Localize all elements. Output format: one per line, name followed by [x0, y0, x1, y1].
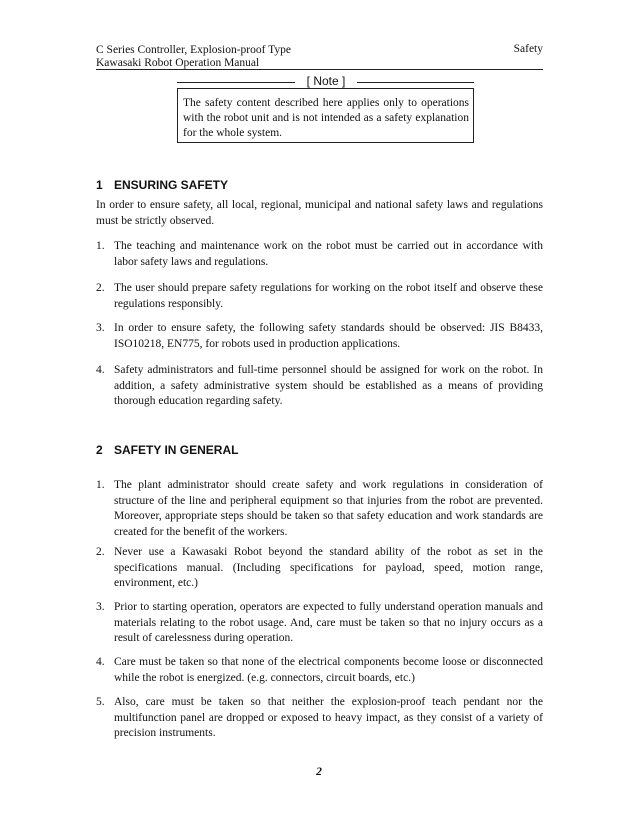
list-item-number: 2.: [96, 546, 105, 558]
list-item-text: Also, care must be taken so that neither the explosion-proof teach pendant nor the multifunction panel are dropped or exposed to heavy impact, as they consist of a variety of precision instruments.: [114, 696, 543, 739]
list-item-number: 5.: [96, 696, 105, 708]
list-item: [96, 363, 543, 410]
list-item-number: 3.: [96, 322, 105, 334]
note-title: [ Note ]: [306, 74, 346, 88]
list-item-text: Never use a Kawasaki Robot beyond the standard ability of the robot as set in the specifications manual. (Including specifications for payload, speed, motion range, environment, etc.): [114, 546, 543, 589]
header-manual-title: Kawasaki Robot Operation Manual: [96, 57, 260, 69]
note-frame-top-left: [177, 82, 295, 83]
note-frame-top-right: [357, 82, 474, 83]
section-number: 2: [96, 443, 103, 457]
list-item: [96, 600, 543, 647]
header-manual-series: C Series Controller, Explosion-proof Type: [96, 44, 291, 56]
list-item-text: Safety administrators and full-time personnel should be assigned for work on the robot. In addition, a safety administrative system should be established as a means of providing thorough education regarding safety.: [114, 364, 543, 407]
header-divider: [96, 69, 543, 70]
list-item-text: The teaching and maintenance work on the robot must be carried out in accordance with labor safety laws and regulations.: [114, 240, 543, 268]
list-item: [96, 545, 543, 592]
section-number: 1: [96, 178, 103, 192]
list-item-text: Prior to starting operation, operators are expected to fully understand operation manuals and materials relating to the robot usage. And, care must be taken so that no injury occurs as a result of carelessness during operation.: [114, 601, 543, 644]
list-item-text: The user should prepare safety regulations for working on the robot itself and observe these regulations responsibly.: [114, 282, 543, 310]
list-item-text: Care must be taken so that none of the electrical components become loose or disconnected while the robot is energized. (e.g. connectors, circuit boards, etc.): [114, 656, 543, 684]
header-section-label: Safety: [513, 43, 543, 55]
list-item: [96, 478, 543, 540]
list-item-number: 4.: [96, 364, 105, 376]
list-item: [96, 695, 543, 742]
section-title: ENSURING SAFETY: [114, 178, 229, 192]
list-item-text: The plant administrator should create safety and work regulations in consideration of structure of the line and peripheral equipment so that injuries from the robot are prevented. Moreover, appropriate steps should be taken so that safety education and work standards are created for the benefit of the workers.: [114, 479, 543, 538]
list-item-number: 2.: [96, 282, 105, 294]
list-item-number: 3.: [96, 601, 105, 613]
note-text: The safety content described here applies only to operations with the robot unit and is not intended as a safety explanation for the whole system.: [183, 97, 469, 139]
page-number: 2: [316, 766, 322, 778]
list-item-number: 4.: [96, 656, 105, 668]
list-item: [96, 281, 543, 312]
list-item-number: 1.: [96, 240, 105, 252]
list-item: [96, 321, 543, 352]
list-item-text: In order to ensure safety, the following safety standards should be observed: JIS B8433, ISO10218, EN775, for robots used in production applications.: [114, 322, 543, 350]
list-item: [96, 239, 543, 270]
section-title: SAFETY IN GENERAL: [114, 443, 239, 457]
list-item: [96, 655, 543, 686]
section-1-heading: [96, 178, 228, 192]
section-1-intro: In order to ensure safety, all local, regional, municipal and national safety laws and regulations must be strictly observed.: [96, 199, 543, 227]
list-item-number: 1.: [96, 479, 105, 491]
section-2-heading: [96, 443, 238, 457]
